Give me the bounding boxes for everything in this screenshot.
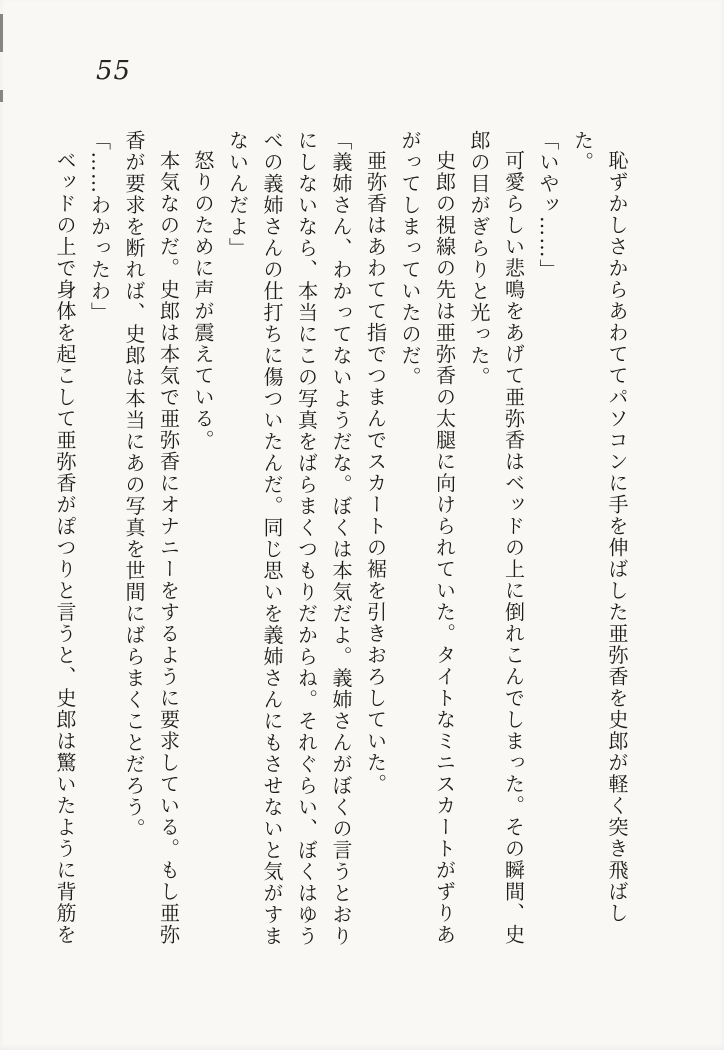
paragraph: 亜弥香はあわてて指でつまんでスカートの裾を引きおろしていた。 (363, 150, 388, 795)
paragraph: 恥ずかしさからあわててパソコンに手を伸ばした亜弥香を史郎が軽く突き飛ばした。 (570, 130, 629, 924)
paragraph-dialogue: 「義姉さん、わかってないようだな。ぼくは本気だよ。義姉さんがぼくの言うとおりにしないなら、本当にこの写真をばらまくつもりだからね。それぐらい、ぼくはゆうべの義姉さんの仕打ちに傷ついたんだ。同じ思いを義姉さんにもさせないと気がすまないんだよ」 (225, 130, 353, 947)
scan-edge-artifact (0, 14, 3, 52)
paragraph: 可愛らしい悲鳴をあげて亜弥香はベッドの上に倒れこんでしまった。その瞬間、史郎の目がぎらりと光った。 (467, 130, 526, 946)
paragraph: 本気なのだ。史郎は本気で亜弥香にオナニーをするように要求している。もし亜弥香が要求を断れば、史郎は本当にあの写真を世間にばらまくことだろう。 (122, 130, 181, 946)
paragraph: 史郎の視線の先は亜弥香の太腿に向けられていた。タイトなミニスカートがずりあがってしまっていたのだ。 (398, 130, 457, 946)
paragraph-dialogue: 「いやッ……」 (536, 130, 560, 281)
paragraph: ベッドの上で身体を起こして亜弥香がぽつりと言うと、史郎は驚いたように背筋を (53, 150, 77, 946)
body-text (48, 130, 635, 956)
paragraph: 怒りのために声が震えている。 (191, 150, 215, 451)
paragraph-dialogue: 「……わかったわ」 (87, 130, 112, 324)
scan-edge-artifact (0, 90, 3, 102)
page-number: 55 (96, 56, 132, 86)
